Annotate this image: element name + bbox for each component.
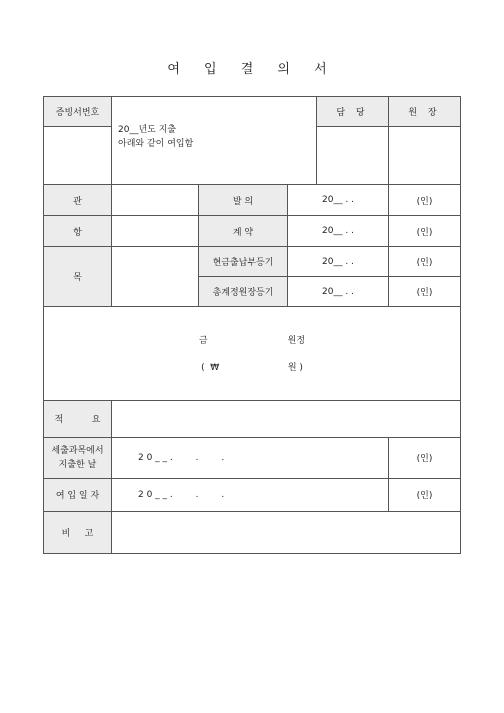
officer-label: 담 당 — [317, 97, 389, 127]
director-seal-box[interactable] — [389, 127, 461, 185]
step-date[interactable]: 20__ . . — [288, 277, 389, 307]
approval-header-table — [43, 96, 461, 185]
hang-value[interactable] — [112, 216, 199, 247]
officer-seal-box[interactable] — [317, 127, 389, 185]
step-date[interactable]: 20__ . . — [288, 247, 389, 277]
mok-value[interactable] — [112, 247, 199, 307]
return-date-seal[interactable]: (인) — [389, 478, 461, 511]
step-seal[interactable]: (인) — [389, 277, 461, 307]
document-title: 여 입 결 의 서 — [167, 62, 337, 77]
return-date-label: 여 입 일 자 — [44, 478, 112, 511]
header-statement — [112, 97, 317, 185]
main-form-table — [43, 184, 461, 554]
doc-no-value[interactable] — [44, 127, 112, 185]
step-date[interactable]: 20__ . . — [288, 185, 389, 216]
step-label: 총계정원장등기 — [199, 277, 288, 307]
step-label: 현금출납부등기 — [199, 247, 288, 277]
expense-date-label-line2: 지출한 날 — [58, 459, 97, 470]
return-date-value[interactable]: 2 0 _ _ . . . — [112, 478, 389, 511]
amount-wonjeong-label: 원정 — [287, 336, 306, 347]
gwan-value[interactable] — [112, 185, 199, 216]
step-date[interactable]: 20__ . . — [288, 216, 389, 247]
expense-date-value[interactable]: 2 0 _ _ . . . — [112, 437, 389, 478]
summary-label: 적 요 — [44, 400, 112, 437]
step-seal[interactable]: (인) — [389, 216, 461, 247]
remarks-label: 비 고 — [44, 511, 112, 553]
return-statement-text: 아래와 같이 여입함 — [118, 139, 194, 149]
mok-label: 목 — [44, 247, 112, 307]
remarks-value[interactable] — [112, 511, 461, 553]
summary-value[interactable] — [112, 400, 461, 437]
step-label: 계 약 — [199, 216, 288, 247]
expense-date-label-line1: 세출과목에서 — [51, 445, 104, 456]
gwan-label: 관 — [44, 185, 112, 216]
hang-label: 항 — [44, 216, 112, 247]
step-seal[interactable]: (인) — [389, 185, 461, 216]
doc-no-label: 증빙서번호 — [44, 97, 112, 127]
step-label: 발 의 — [199, 185, 288, 216]
step-seal[interactable]: (인) — [389, 247, 461, 277]
year-expense-text: 20__년도 지출 — [118, 125, 177, 135]
amount-box[interactable] — [44, 307, 461, 400]
amount-won-line: ( ₩ 원 ) — [201, 363, 303, 374]
expense-date-label — [44, 437, 112, 478]
director-label: 원 장 — [389, 97, 461, 127]
expense-date-seal[interactable]: (인) — [389, 437, 461, 478]
amount-geum-label: 금 — [198, 336, 208, 347]
